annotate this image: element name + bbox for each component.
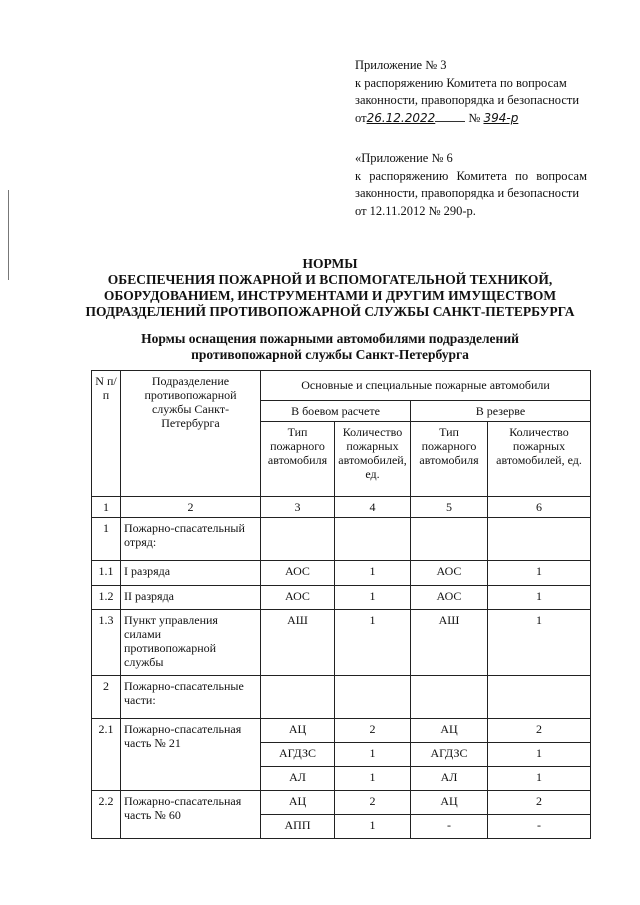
subtitle-line: противопожарной службы Санкт-Петербурга: [191, 347, 469, 362]
cell-type: АЛ: [411, 767, 488, 791]
cell-qty: -: [488, 815, 591, 839]
cell-qty: 1: [488, 561, 591, 586]
header-qty: Количество пожарных автомобилей, ед.: [488, 422, 591, 497]
cell-num: 1: [92, 518, 121, 561]
cell-qty: 1: [335, 561, 411, 586]
scan-margin-line: [8, 190, 9, 280]
col-num: 5: [411, 497, 488, 518]
cell-type: АОС: [411, 561, 488, 586]
cell-qty: 2: [335, 791, 411, 815]
cell-type: АОС: [411, 586, 488, 610]
cell-qty: 1: [335, 767, 411, 791]
cell-qty: 1: [335, 586, 411, 610]
cell-type: АОС: [261, 561, 335, 586]
cell-qty: 1: [335, 610, 411, 676]
cell-type: АЦ: [411, 791, 488, 815]
table-row: [92, 719, 591, 743]
cell-type: АГДЗС: [261, 743, 335, 767]
cell-type: АЦ: [261, 791, 335, 815]
cell-qty: 1: [488, 610, 591, 676]
col-num: 1: [92, 497, 121, 518]
cell-type: [261, 518, 335, 561]
appendix-label: «Приложение № 6: [355, 151, 453, 165]
cell-qty: 1: [488, 586, 591, 610]
cell-unit: Пункт управления силами противопожарной службы: [121, 610, 261, 676]
cell-qty: 1: [488, 743, 591, 767]
cell-type: АШ: [261, 610, 335, 676]
header-type: Тип пожарного автомобиля: [261, 422, 335, 497]
cell-unit: Пожарно-спасательная часть № 60: [121, 791, 261, 839]
cell-type: [261, 676, 335, 719]
cell-qty: 1: [335, 743, 411, 767]
cell-num: 2.1: [92, 719, 121, 791]
col-num: 4: [335, 497, 411, 518]
appendix-text: законности, правопорядка и безопасности: [355, 93, 580, 107]
col-num: 3: [261, 497, 335, 518]
header-unit: Подразделение противопожарной службы Санкт-Петербурга: [121, 371, 261, 497]
cell-type: АШ: [411, 610, 488, 676]
cell-num: 2.2: [92, 791, 121, 839]
fire-vehicles-table: [91, 370, 591, 839]
table-title: [60, 331, 600, 363]
cell-type: АПП: [261, 815, 335, 839]
cell-unit: II разряда: [121, 586, 261, 610]
cell-type: АЦ: [411, 719, 488, 743]
from-label: от: [355, 110, 367, 125]
cell-qty: [335, 676, 411, 719]
header-type: Тип пожарного автомобиля: [411, 422, 488, 497]
cell-qty: [488, 518, 591, 561]
column-numbers-row: [92, 497, 591, 518]
title-line: НОРМЫ: [302, 256, 358, 271]
header-reserve: В резерве: [411, 401, 591, 422]
cell-num: 2: [92, 676, 121, 719]
appendix-label: Приложение № 3: [355, 58, 447, 72]
title-line: ПОДРАЗДЕЛЕНИЙ ПРОТИВОПОЖАРНОЙ СЛУЖБЫ САНКТ-ПЕТЕРБУРГА: [85, 304, 575, 319]
col-num: 2: [121, 497, 261, 518]
cell-qty: [335, 518, 411, 561]
cell-type: АОС: [261, 586, 335, 610]
header-qty: Количество пожарных автомобилей, ед.: [335, 422, 411, 497]
header-num: N п/п: [92, 371, 121, 497]
number-label: №: [468, 110, 481, 125]
cell-type: [411, 518, 488, 561]
cell-qty: 2: [488, 719, 591, 743]
handwritten-date: 26.12.2022: [366, 110, 436, 125]
table-row: [92, 586, 591, 610]
cell-type: -: [411, 815, 488, 839]
cell-unit: Пожарно-спасательные части:: [121, 676, 261, 719]
table-row: [92, 518, 591, 561]
cell-unit: Пожарно-спасательная часть № 21: [121, 719, 261, 791]
handwritten-number: 394-р: [483, 110, 519, 125]
cell-qty: 1: [488, 767, 591, 791]
table-row: [92, 561, 591, 586]
appendix-text: к распоряжению Комитета по вопросам: [355, 168, 587, 183]
header-combat: В боевом расчете: [261, 401, 411, 422]
header-main: Основные и специальные пожарные автомобили: [261, 371, 591, 401]
cell-qty: 2: [335, 719, 411, 743]
appendix-text: от 12.11.2012 № 290-р.: [355, 203, 476, 218]
subtitle-line: Нормы оснащения пожарными автомобилями подразделений: [141, 331, 519, 346]
table-row: [92, 791, 591, 815]
cell-unit: I разряда: [121, 561, 261, 586]
appendix-6-header: [355, 150, 587, 220]
table-row: [92, 610, 591, 676]
appendix-text: к распоряжению Комитета по вопросам: [355, 75, 567, 90]
appendix-text: законности, правопорядка и безопасности: [355, 186, 580, 200]
cell-num: 1.3: [92, 610, 121, 676]
document-title: [60, 256, 600, 320]
cell-num: 1.1: [92, 561, 121, 586]
cell-qty: 1: [335, 815, 411, 839]
cell-unit: Пожарно-спасательный отряд:: [121, 518, 261, 561]
cell-type: АЛ: [261, 767, 335, 791]
table-row: [92, 676, 591, 719]
cell-type: АГДЗС: [411, 743, 488, 767]
appendix-3-header: [355, 57, 579, 127]
cell-qty: [488, 676, 591, 719]
cell-qty: 2: [488, 791, 591, 815]
cell-num: 1.2: [92, 586, 121, 610]
cell-type: [411, 676, 488, 719]
title-line: ОБЕСПЕЧЕНИЯ ПОЖАРНОЙ И ВСПОМОГАТЕЛЬНОЙ ТЕХНИКОЙ,: [107, 272, 553, 287]
col-num: 6: [488, 497, 591, 518]
title-line: ОБОРУДОВАНИЕМ, ИНСТРУМЕНТАМИ И ДРУГИМ ИМУЩЕСТВОМ: [103, 288, 557, 303]
cell-type: АЦ: [261, 719, 335, 743]
